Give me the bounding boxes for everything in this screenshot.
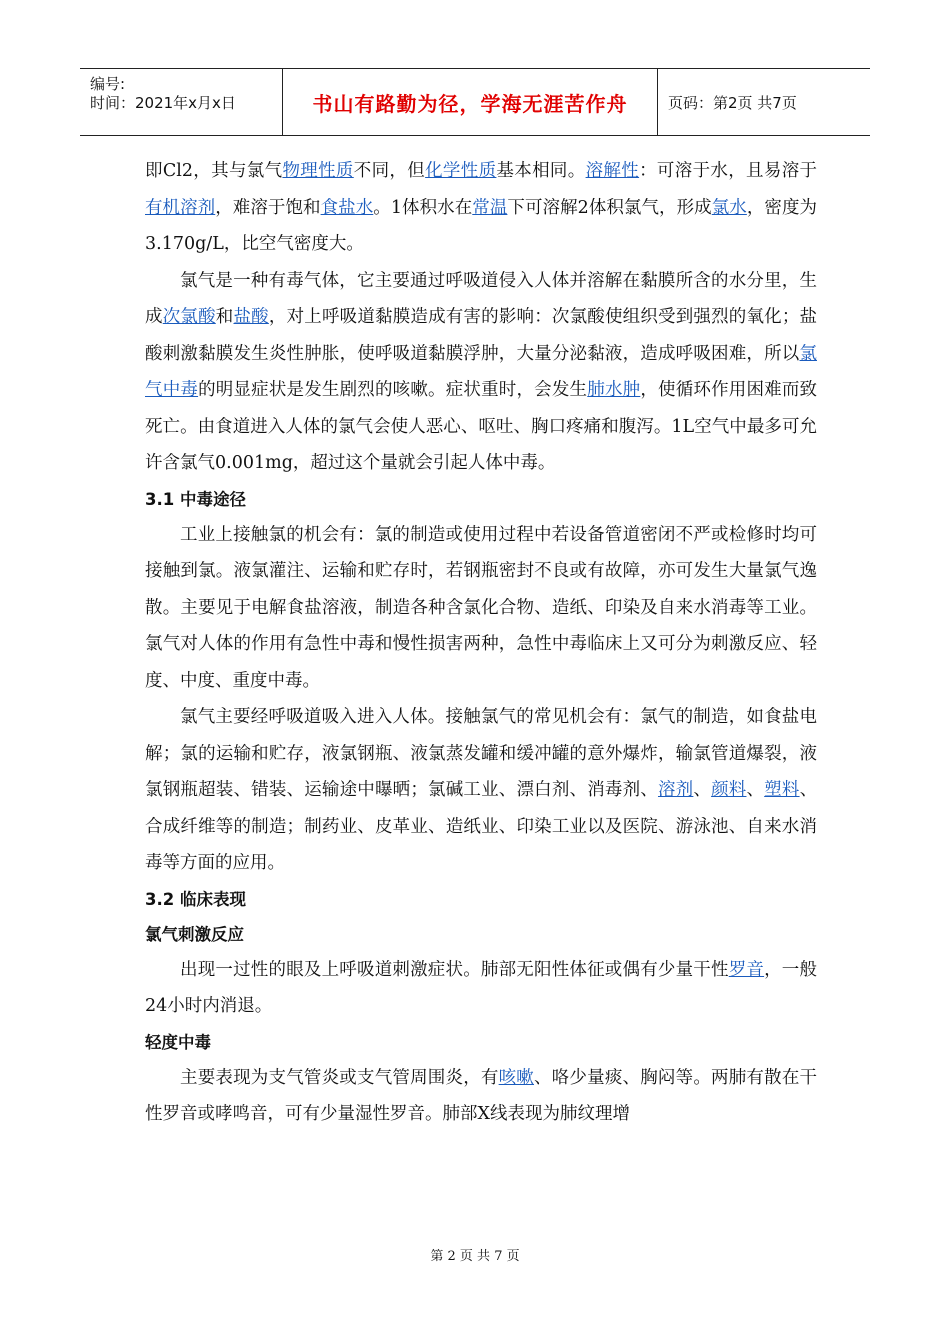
text: ，密度为3.170g/L，比空气密度大。: [145, 197, 818, 254]
text: ，一般24小时内消退。: [145, 959, 818, 1016]
heading-3-2: 3.2 临床表现: [145, 889, 246, 909]
paragraph-4: [145, 699, 817, 882]
paragraph-1: [145, 153, 817, 263]
text: ，使循环作用困难而致死亡。由食道进入人体的氯气会使人恶心、呕吐、胸口疼痛和腹泻。1L空气中最多可允许含氯气0.001mg，超过这个量就会引起人体中毒。: [145, 380, 818, 473]
link-brine[interactable]: 食盐水: [320, 197, 374, 218]
paragraph-2: [145, 263, 817, 482]
link-hypochlorous-acid[interactable]: 次氯酸: [162, 307, 216, 327]
text: 的明显症状是发生剧烈的咳嗽。症状重时，会发生: [198, 380, 588, 400]
page-header: [80, 68, 870, 136]
heading-3-1: 3.1 中毒途径: [145, 489, 246, 509]
paragraph-5: [145, 952, 817, 1025]
number-label: 编号:: [90, 75, 126, 93]
header-meta: [80, 69, 283, 135]
text: 和: [215, 307, 234, 327]
link-cough[interactable]: 咳嗽: [498, 1067, 535, 1088]
link-rales[interactable]: 罗音: [728, 959, 765, 980]
header-motto: 书山有路勤为径，学海无涯苦作舟: [283, 69, 658, 135]
heading-irritation: 氯气刺激反应: [145, 924, 244, 944]
link-solvent[interactable]: 溶剂: [657, 780, 694, 800]
link-chlorine-water[interactable]: 氯水: [711, 197, 747, 218]
text: 出现一过性的眼及上呼吸道刺激症状。肺部无阳性体征或偶有少量干性: [180, 959, 729, 980]
link-pigment[interactable]: 颜料: [711, 780, 747, 800]
text: 。1体积水在: [373, 197, 473, 218]
paragraph-3: 工业上接触氯的机会有：氯的制造或使用过程中若设备管道密闭不严或检修时均可接触到氯。液氯灌注、运输和贮存时，若钢瓶密封不良或有故障，亦可发生大量氯气逸散。主要见于电解食盐溶液，制造各种含氯化合物、造纸、印染及自来水消毒等工业。氯气对人体的作用有急性中毒和慢性损害两种，急性中毒临床上又可分为刺激反应、轻度、中度、重度中毒。: [145, 524, 817, 691]
text: ：可溶于水，且易溶于: [639, 161, 818, 181]
text: 基本相同。: [496, 161, 586, 181]
link-organic-solvent[interactable]: 有机溶剂: [145, 197, 216, 218]
link-physical-properties[interactable]: 物理性质: [282, 161, 354, 181]
date-label: 时间：2021年x月x日: [90, 94, 236, 112]
text: 氯气是一种有毒气体，它主要通过呼吸道侵入人体并溶解在黏膜所含的水分里，生成: [145, 270, 817, 327]
text: 主要表现为支气管炎或支气管周围炎，有: [180, 1067, 499, 1088]
link-plastic[interactable]: 塑料: [764, 780, 800, 800]
text: 下可溶解2体积氯气，形成: [507, 197, 712, 218]
text: 、: [693, 780, 712, 800]
text: 、: [746, 780, 765, 800]
link-pulmonary-edema[interactable]: 肺水肿: [587, 380, 641, 400]
text: 氯气主要经呼吸道吸入进入人体。接触氯气的常见机会有：氯气的制造，如食盐电解；氯的运输和贮存，液氯钢瓶、液氯蒸发罐和缓冲罐的意外爆炸，输氯管道爆裂，液氯钢瓶超装、错装、运输途中曝晒；氯碱工业、漂白剂、消毒剂、: [145, 707, 817, 800]
document-body: [145, 153, 817, 1133]
link-room-temperature[interactable]: 常温: [472, 197, 508, 218]
page-footer: 第 2 页 共 7 页: [430, 1249, 520, 1264]
text: 、合成纤维等的制造；制药业、皮革业、造纸业、印染工业以及医院、游泳池、自来水消毒等方面的应用。: [145, 780, 818, 873]
text: 、咯少量痰、胸闷等。两肺有散在干性罗音或哮鸣音，可有少量湿性罗音。肺部X线表现为肺纹理增: [145, 1067, 818, 1124]
heading-mild-poisoning: 轻度中毒: [145, 1032, 211, 1052]
paragraph-6: [145, 1060, 817, 1133]
text: 即Cl2，其与氯气: [145, 161, 283, 181]
header-page-label: 页码：第2页 共7页: [668, 93, 797, 112]
link-hydrochloric-acid[interactable]: 盐酸: [233, 307, 269, 327]
link-solubility[interactable]: 溶解性: [585, 161, 640, 181]
text: 不同，但: [353, 161, 426, 181]
text: ，难溶于饱和: [215, 197, 321, 218]
link-chlorine-poisoning[interactable]: 氯气中毒: [145, 343, 817, 400]
link-chemical-properties[interactable]: 化学性质: [425, 161, 497, 181]
text: ，对上呼吸道黏膜造成有害的影响：次氯酸使组织受到强烈的氧化；盐酸刺激黏膜发生炎性肿胀，使呼吸道黏膜浮肿，大量分泌黏液，造成呼吸困难，所以: [145, 307, 818, 364]
